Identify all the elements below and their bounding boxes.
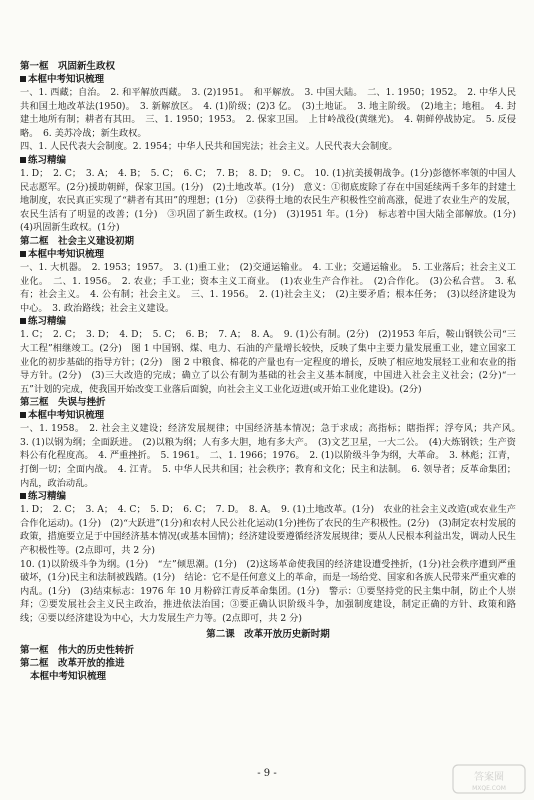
paragraph-15: 1. D； 2. C； 3. A； 4. C； 5. D； 6. C； 7. D。 8. A。 9. (1)土地改革。(1分) 农业的社会主义改造(或农业生产合作化运动)。(1分) (2)“大跃进”(1分)和农村人民公社化运动(1分)挫伤了农民的生产积极性。(2分) (3)制定农村发展的政策，措施要立足于中国经济基本情况(或基本国情)；经济建设要遵循经济发展规律；要从人民根本利益出发，调动人民生产积极性等。(2点即可，共 2 分) [20, 504, 516, 557]
paragraph-13: 一、1. 1958。 2. 社会主义建设；经济发展规律；中国经济基本情况；急于求成；高指标；瞎指挥；浮夸风；共产风。 3. (1)以钢为纲；全面跃进。 (2)以粮为纲；人有多大胆，地有多大产。 (3)文艺卫星，一大二公。 (4)大炼钢铁；生产资料公有化程度高。 4. 严重挫折。 5. 1961。 二、1. 1966；1976。 2. (1)以阶级斗争为纲，大革命。 3. 林彪；江青，打倒一切；全面内战。 4. 江青。 5. 中华人民共和国；社会秩序；教育和文化；民主和法制。 6. 领导者；反革命集团；内乱，政治动乱。 [20, 423, 526, 489]
section-heading-6: 第二框 社会主义建设初期 [20, 235, 135, 247]
paragraph-3: 四、1. 人民代表大会制度。2. 1954；中华人民共和国宪法；社会主义。人民代表大会制度。 [20, 141, 398, 153]
section-heading-12: 本框中考知识梳理 [20, 409, 516, 422]
section-heading-11: 第三框 失误与挫折 [20, 397, 106, 409]
paragraph-10: 1. C； 2. C； 3. D； 4. D； 5. C； 6. B； 7. A； 8. A。 9. (1)公有制。(2分) (2)1953 年后，鞍山钢铁公司“三大工程”相继竣工。(2分) 图 1 中国钢、煤、电力、石油的产量增长较快，反映了集中主要力量发展重工业，建立国家工业化的初步基础的指导方针；(2分) 图 2 中粮食、棉花的产量也有一定程度的增长，反映了相应地发展轻工业和农业的指导方针。(2分) (3)三大改造的完成；确立了以公有制为基础的社会主义基本制度，中国进入社会主义社会；(2分)“一五”计划的完成，使我国开始改变工业落后面貌，向社会主义工业化迈进(或开始工业化建设)。(2分) [20, 329, 516, 395]
section-heading-7: 本框中考知识梳理 [20, 248, 516, 261]
paragraph-16: 10. (1)以阶级斗争为纲。(1分) “左”倾思潮。(1分) (2)这场革命使我国的经济建设遭受挫折，(1分)社会秩序遭到严重破坏，(1分)民主和法制被践踏。(1分) 结论：它不是任何意义上的革命，而是一场给党、国家和各族人民带来严重灾难的内乱。(1分) (3)结束标志：1976 年 10 月粉碎江青反革命集团。(1分) 警示：①要坚持党的民主集中制，防止个人崇拜；②要发展社会主义民主政治，推进依法治国；③要正确认识阶级斗争，加强制度建设，制定正确的方针、政策和路线；④要以经济建设为中心，大力发展生产力等。(2点即可，共 2 分) [20, 558, 516, 624]
paragraph-8: 一、1. 大机器。 2. 1953；1957。 3. (1)重工业； (2)交通运输业。 4. 工业；交通运输业。 5. 工业落后；社会主义工业化。 二、1. 1956。 2. 农业；手工业；资本主义工商业。 (1)农业生产合作社。 (2)合作化。 (3)公私合营。 3. 私有；社会主义。 4. 公有制；社会主义。 三、1. 1956。 2. (1)社会主义； (2)主要矛盾；根本任务； (3)以经济建设为中心。 3. 政治路线；社会主义建设。 [20, 261, 516, 314]
document-body [20, 60, 526, 683]
watermark-logo [452, 764, 526, 794]
svg-text:答案圈: 答案圈 [474, 772, 504, 783]
section-heading-0: 第一框 巩固新生政权 [20, 61, 116, 72]
paragraph-2: 一、1. 西藏；自治。 2. 和平解放西藏。 3. (2)1951。 和平解放。 3. 中国大陆。 二、1. 1950；1952。 2. 中华人民共和国土地改革法(1950)。 3. 新解放区。 4. (1)阶级；(2)3 亿。 (3)土地证。 3. 地主阶级。 (2)地主；地租。 4. 封建土地所有制；耕者有其田。 三、1. 1950；1953。 2. 保家卫国。 上甘岭战役(黄继光)。 4. 朝鲜停战协定。 5. 反侵略。 6. 美苏冷战；新生政权。 [20, 87, 516, 139]
section-heading-9: 练习精编 [20, 315, 516, 328]
section-heading-19: 第二框 改革开放的推进 [20, 657, 125, 669]
section-heading-1: 本框中考知识梳理 [20, 73, 516, 86]
paragraph-5: 1. D； 2. C； 3. A； 4. B； 5. C； 6. C； 7. B； 8. D； 9. C。 10. (1)抗美援朝战争。(1分)彭德怀率领的中国人民志愿军。(2分)援助朝鲜，保家卫国。(1分) (2)土地改革。(1分) 意义：①彻底废除了存在中国延续两千多年的封建土地制度，农民真正实现了“耕者有其田”的理想；(1分) ②获得土地的农民生产积极性空前高涨，促进了农业生产的发展，农民生活有了明显的改善；(1分) ③巩固了新生政权。(1分) (3)1951 年。(1分) 标志着中国大陆全部解放。(1分) (4)巩固新生政权。(1分) [20, 167, 526, 234]
chapter-title-17: 第二课 改革开放历史新时期 [206, 628, 330, 640]
svg-text:MXQE.COM: MXQE.COM [472, 785, 506, 792]
section-heading-20: 本框中考知识梳理 [30, 670, 107, 682]
section-heading-4: 练习精编 [20, 154, 516, 167]
section-heading-18: 第一框 伟大的历史性转折 [20, 644, 135, 656]
page-number: - 9 - [257, 768, 277, 779]
section-heading-14: 练习精编 [20, 490, 516, 503]
